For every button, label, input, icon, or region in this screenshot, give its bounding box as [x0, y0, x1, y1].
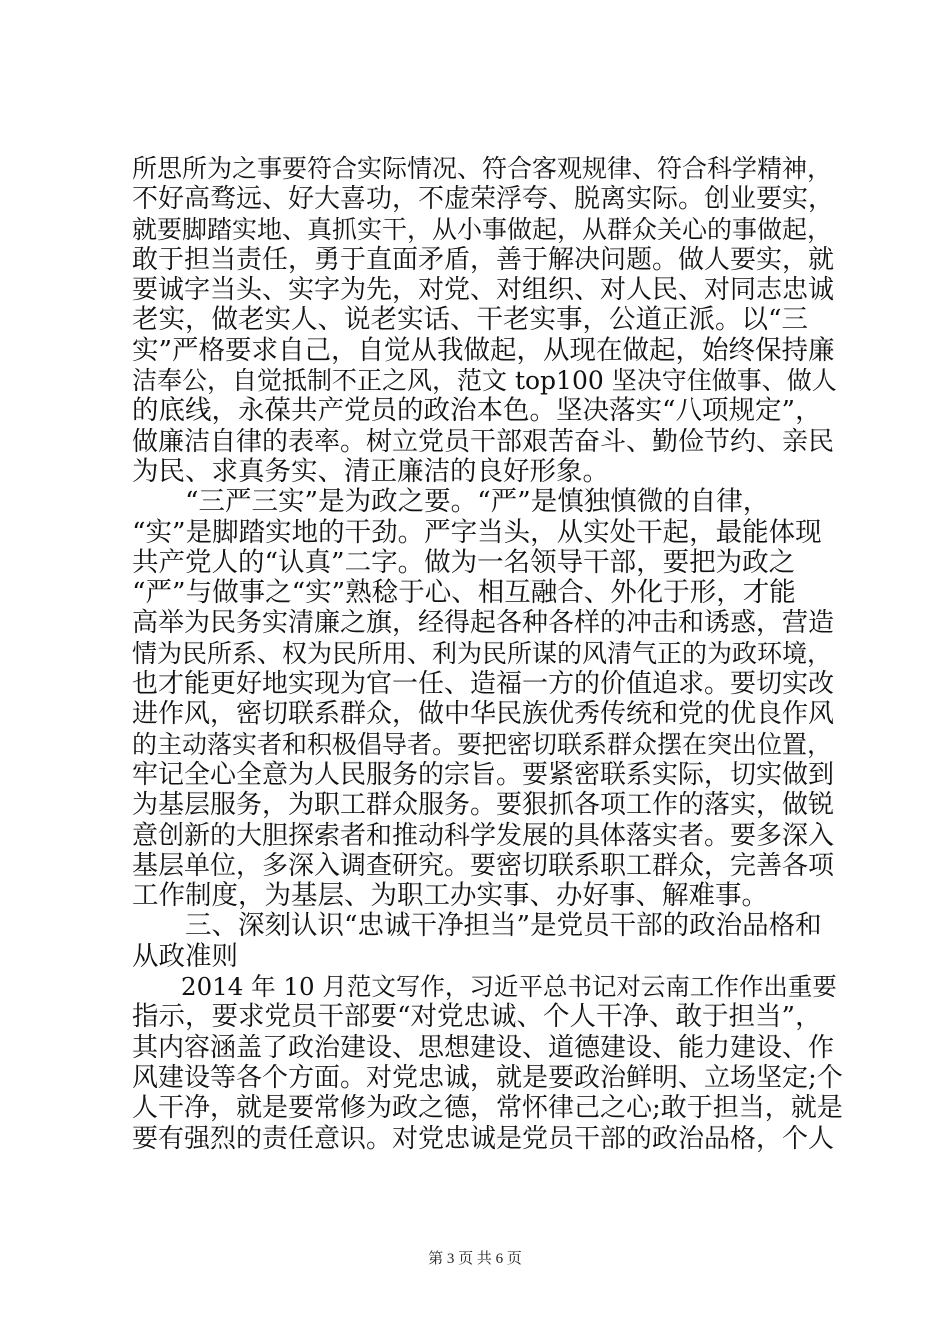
- text-line: 要有强烈的责任意识。对党忠诚是党员干部的政治品格，个人: [132, 1123, 835, 1154]
- text-line: 其内容涵盖了政治建设、思想建设、道德建设、能力建设、作: [132, 1032, 835, 1063]
- text-line: 高举为民务实清廉之旗，经得起各种各样的冲击和诱惑，营造: [132, 608, 835, 639]
- text-line: 要诚字当头、实字为先，对党、对组织、对人民、对同志忠诚: [132, 275, 835, 306]
- text-line: 基层单位，多深入调查研究。要密切联系职工群众，完善各项: [132, 850, 835, 881]
- text-line: “三严三实”是为政之要。“严”是慎独慎微的自律，: [132, 486, 770, 518]
- text-line: 共产党人的“认真”二字。做为一名领导干部，要把为政之: [132, 546, 796, 578]
- text-line: “严”与做事之“实”熟稔于心、相互融合、外化于形，才能: [132, 577, 796, 609]
- text-line: 意创新的大胆探索者和推动科学发展的具体落实者。要多深入: [132, 820, 835, 851]
- text-line: 为基层服务，为职工群众服务。要狠抓各项工作的落实，做锐: [132, 790, 835, 821]
- text-line: 也才能更好地实现为官一任、造福一方的价值追求。要切实改: [132, 669, 835, 700]
- text-line: 老实，做老实人、说老实话、干老实事，公道正派。以“三: [132, 304, 809, 336]
- text-line: 为民、求真务实、清正廉洁的良好形象。: [132, 455, 609, 487]
- text-line: 进作风，密切联系群众，做中华民族优秀传统和党的优良作风: [132, 699, 835, 730]
- text-line: “实”是脚踏实地的干劲。严字当头，从实处干起，最能体现: [132, 516, 822, 548]
- text-line: 从政准则: [132, 940, 238, 972]
- text-line: 就要脚踏实地、真抓实干，从小事做起，从群众关心的事做起，: [132, 214, 833, 244]
- text-line: 三、深刻认识“忠诚干净担当”是党员干部的政治品格和: [132, 910, 822, 942]
- text-line: 的主动落实者和积极倡导者。要把密切联系群众摆在突出位置，: [132, 729, 833, 759]
- text-line: 实”严格要求自己，自觉从我做起，从现在做起，始终保持廉: [132, 334, 835, 366]
- text-line: 风建设等各个方面。对党忠诚，就是要政治鲜明、立场坚定;个: [132, 1062, 843, 1093]
- text-line: 敢于担当责任，勇于直面矛盾，善于解决问题。做人要实，就: [132, 244, 835, 275]
- text-line: 情为民所系、权为民所用、利为民所谋的风清气正的为政环境，: [132, 638, 833, 668]
- text-line: 洁奉公，自觉抵制不正之风，范文 top100 坚决守住做事、做人: [132, 366, 837, 396]
- text-line: 不好高骛远、好大喜功，不虚荣浮夸、脱离实际。创业要实，: [132, 184, 835, 215]
- text-line: 做廉洁自律的表率。树立党员干部艰苦奋斗、勤俭节约、亲民: [132, 426, 835, 457]
- text-line: 指示，要求党员干部要“对党忠诚、个人干净、敢于担当”，: [132, 1001, 822, 1033]
- text-line: 工作制度，为基层、为职工办实事、办好事、解难事。: [132, 880, 768, 912]
- page-footer: 第 3 页 共 6 页: [428, 1251, 522, 1267]
- text-line: 牢记全心全意为人民服务的宗旨。要紧密联系实际，切实做到: [132, 759, 835, 790]
- body-text: [132, 154, 844, 1154]
- text-line: 所思所为之事要符合实际情况、符合客观规律、符合科学精神，: [132, 154, 833, 183]
- text-line: 人干净，就是要常修为政之德，常怀律己之心;敢于担当，就是: [132, 1093, 843, 1124]
- text-line: 2014 年 10 月范文写作，习近平总书记对云南工作作出重要: [132, 972, 837, 1002]
- text-line: 的底线，永葆共产党员的政治本色。坚决落实“八项规定”，: [132, 395, 822, 427]
